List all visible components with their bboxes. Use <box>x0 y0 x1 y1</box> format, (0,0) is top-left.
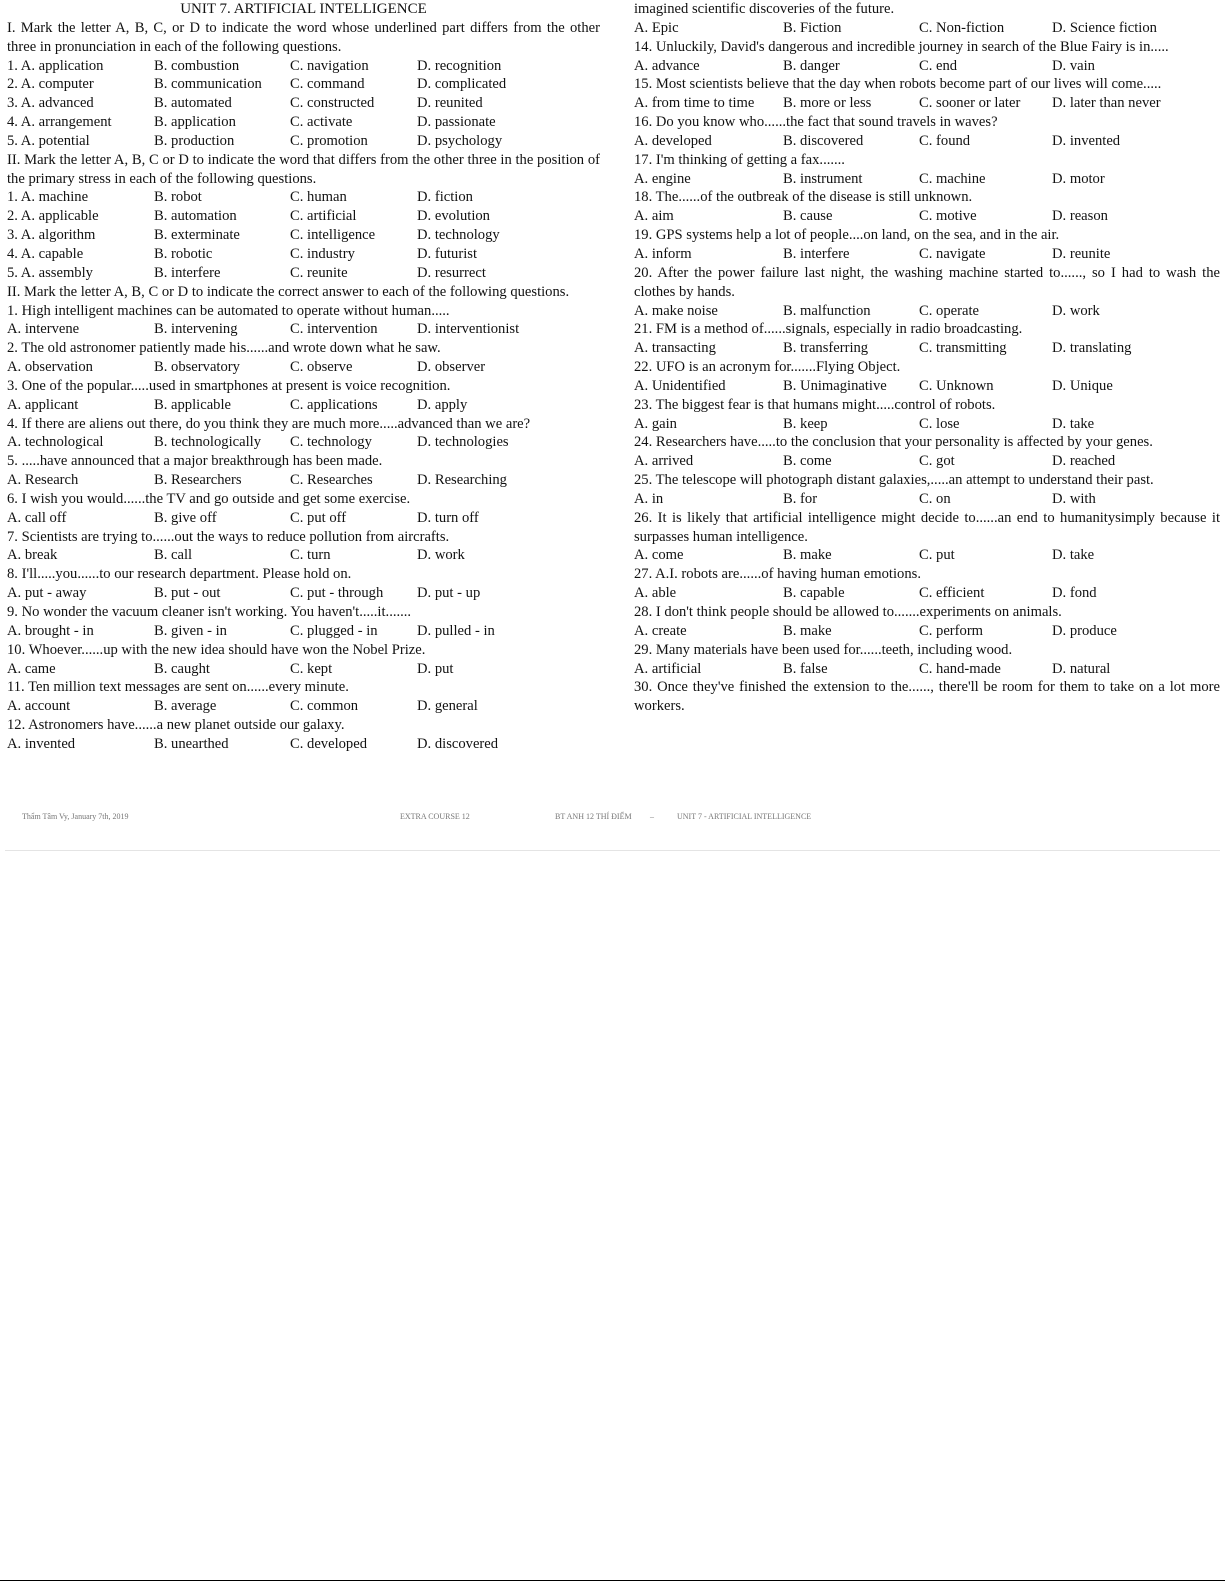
bottom-border <box>0 1580 1225 1581</box>
answer-option: A. advance <box>634 57 700 74</box>
answer-option: 3. A. algorithm <box>7 227 96 244</box>
question-text: 1. High intelligent machines can be automated to operate without human..... <box>7 302 450 319</box>
options-row <box>634 546 1220 565</box>
question-text: 9. No wonder the vacuum cleaner isn't working. You haven't.....it....... <box>7 604 412 620</box>
options-row <box>7 358 600 377</box>
options-row <box>634 584 1220 603</box>
options-row <box>634 302 1220 321</box>
answer-option: B. exterminate <box>154 227 240 244</box>
answer-option: C. put <box>919 547 955 564</box>
answer-option: A. came <box>7 660 56 677</box>
answer-option: B. automated <box>154 95 232 112</box>
options-row <box>7 660 600 679</box>
options-row <box>7 396 600 415</box>
answer-option: D. Science fiction <box>1052 19 1157 36</box>
answer-option: B. observatory <box>154 359 240 376</box>
question-text: 24. Researchers have.....to the conclusion that your personality is affected by your genes. <box>634 434 1153 451</box>
question-text: 22. UFO is an acronym for.......Flying Object. <box>634 359 901 376</box>
question-text: 12. Astronomers have......a new planet outside our galaxy. <box>7 717 345 734</box>
question-text: 30. Once they've finished the extension to the......, there'll be room for them to take on a lot more workers. <box>634 679 1220 715</box>
page-footer <box>0 812 1225 828</box>
options-row <box>7 226 600 245</box>
answer-option: C. reunite <box>290 264 348 281</box>
answer-option: B. production <box>154 132 235 149</box>
answer-option: D. reunited <box>417 95 483 112</box>
answer-option: A. engine <box>634 170 691 187</box>
options-row <box>634 622 1220 641</box>
answer-option: B. make <box>783 622 832 639</box>
footer-author: Thẩm Tâm Vy, January 7th, 2019 <box>22 812 129 821</box>
question-text: 4. If there are aliens out there, do you think they are much more.....advanced than we are? <box>7 415 531 432</box>
left-lines <box>7 19 600 754</box>
options-row <box>634 132 1220 151</box>
answer-option: B. keep <box>783 415 828 432</box>
answer-option: A. able <box>634 585 677 602</box>
answer-option: D. complicated <box>417 76 507 93</box>
question-text: 26. It is likely that artificial intelligence might decide to......an end to humanitysimply because it surpasses human intelligence. <box>634 509 1220 545</box>
options-row <box>7 735 600 754</box>
answer-option: C. industry <box>290 245 355 262</box>
options-row <box>634 245 1220 264</box>
answer-option: D. reason <box>1052 208 1108 225</box>
question-text: imagined scientific discoveries of the future. <box>634 1 895 17</box>
answer-option: A. observation <box>7 359 93 376</box>
answer-option: C. Non-fiction <box>919 19 1005 36</box>
page-separator <box>5 850 1220 851</box>
question-text: 28. I don't think people should be allowed to.......experiments on animals. <box>634 604 1062 620</box>
options-row <box>7 622 600 641</box>
options-row <box>7 113 600 132</box>
answer-option: 1. A. machine <box>7 189 89 206</box>
right-lines <box>634 0 1220 716</box>
footer-course: EXTRA COURSE 12 <box>400 812 470 821</box>
answer-option: A. in <box>634 490 664 507</box>
answer-option: D. natural <box>1052 660 1111 677</box>
answer-option: A. invented <box>7 735 76 752</box>
answer-option: B. come <box>783 453 832 470</box>
options-row <box>634 94 1220 113</box>
question-text: 15. Most scientists believe that the day when robots become part of our lives will come..... <box>634 76 1162 93</box>
answer-option: C. intervention <box>290 321 378 338</box>
question-text: 23. The biggest fear is that humans might.....control of robots. <box>634 396 996 413</box>
question-text: 3. One of the popular.....used in smartphones at present is voice recognition. <box>7 377 451 394</box>
answer-option: B. more or less <box>783 95 872 112</box>
answer-option: B. call <box>154 547 193 564</box>
options-row <box>634 57 1220 76</box>
answer-option: D. discovered <box>417 735 499 752</box>
answer-option: B. robotic <box>154 245 213 262</box>
answer-option: D. vain <box>1052 57 1095 74</box>
answer-option: A. Research <box>7 472 79 489</box>
answer-option: D. later than never <box>1052 95 1161 112</box>
answer-option: B. false <box>783 660 828 677</box>
answer-option: A. break <box>7 547 58 564</box>
answer-option: C. technology <box>290 434 372 451</box>
options-row <box>634 452 1220 471</box>
answer-option: D. put <box>417 660 454 677</box>
answer-option: B. give off <box>154 509 217 526</box>
answer-option: D. recognition <box>417 57 502 74</box>
answer-option: B. given - in <box>154 622 227 639</box>
answer-option: B. caught <box>154 660 210 677</box>
answer-option: C. command <box>290 76 365 93</box>
answer-option: B. application <box>154 114 236 131</box>
answer-option: D. general <box>417 698 478 715</box>
answer-option: B. discovered <box>783 132 864 149</box>
answer-option: D. translating <box>1052 340 1132 357</box>
question-text: 18. The......of the outbreak of the disease is still unknown. <box>634 189 973 206</box>
question-text: 17. I'm thinking of getting a fax....... <box>634 151 845 168</box>
question-text: 5. .....have announced that a major breakthrough has been made. <box>7 453 383 470</box>
question-text: 29. Many materials have been used for......teeth, including wood. <box>634 641 1013 658</box>
options-row <box>7 509 600 528</box>
answer-option: D. reached <box>1052 453 1116 470</box>
answer-option: A. artificial <box>634 660 702 677</box>
answer-option: D. put - up <box>417 585 481 602</box>
answer-option: C. common <box>290 698 359 715</box>
page-title: UNIT 7. ARTIFICIAL INTELLIGENCE <box>180 1 427 17</box>
answer-option: B. danger <box>783 57 840 74</box>
left-column <box>7 0 600 754</box>
answer-option: D. resurrect <box>417 264 486 281</box>
answer-option: D. futurist <box>417 245 477 262</box>
answer-option: C. Researches <box>290 472 373 489</box>
answer-option: B. Fiction <box>783 19 842 36</box>
answer-option: D. technology <box>417 227 500 244</box>
answer-option: C. found <box>919 132 971 149</box>
answer-option: C. observe <box>290 359 353 376</box>
answer-option: B. unearthed <box>154 735 229 752</box>
answer-option: C. turn <box>290 547 331 564</box>
answer-option: D. technologies <box>417 434 509 451</box>
answer-option: 2. A. computer <box>7 76 94 93</box>
footer-unit: UNIT 7 - ARTIFICIAL INTELLIGENCE <box>677 812 812 821</box>
answer-option: D. work <box>417 547 465 564</box>
answer-option: B. make <box>783 547 832 564</box>
answer-option: A. developed <box>634 132 712 149</box>
answer-option: D. fond <box>1052 585 1097 602</box>
answer-option: B. Unimaginative <box>783 377 887 394</box>
options-row <box>634 207 1220 226</box>
answer-option: C. lose <box>919 415 960 432</box>
answer-option: D. Researching <box>417 472 507 489</box>
answer-option: C. efficient <box>919 585 985 602</box>
answer-option: A. transacting <box>634 340 716 357</box>
answer-option: A. gain <box>634 415 677 432</box>
answer-option: A. applicant <box>7 396 79 413</box>
answer-option: D. psychology <box>417 132 503 149</box>
answer-option: A. make noise <box>634 302 718 319</box>
answer-option: A. Epic <box>634 19 679 36</box>
answer-option: A. Unidentified <box>634 377 726 394</box>
answer-option: B. average <box>154 698 217 715</box>
options-row <box>7 546 600 565</box>
question-text: 2. The old astronomer patiently made his......and wrote down what he saw. <box>7 340 441 357</box>
answer-option: A. inform <box>634 245 692 262</box>
answer-option: A. aim <box>634 208 674 225</box>
options-row <box>7 94 600 113</box>
answer-option: C. kept <box>290 660 333 677</box>
options-row <box>634 170 1220 189</box>
section-instruction: I. Mark the letter A, B, C, or D to indicate the word whose underlined part differs from the other three in pronunciation in each of the following questions. <box>7 19 600 55</box>
answer-option: C. hand-made <box>919 660 1001 677</box>
question-text: 21. FM is a method of......signals, especially in radio broadcasting. <box>634 321 1023 338</box>
answer-option: C. got <box>919 453 955 470</box>
answer-option: B. combustion <box>154 57 240 74</box>
answer-option: B. Researchers <box>154 472 242 489</box>
answer-option: C. motive <box>919 208 977 225</box>
answer-option: D. pulled - in <box>417 622 495 639</box>
answer-option: D. fiction <box>417 189 473 206</box>
answer-option: B. transferring <box>783 340 869 357</box>
answer-option: B. put - out <box>154 585 221 602</box>
answer-option: C. perform <box>919 622 984 639</box>
answer-option: C. machine <box>919 170 986 187</box>
answer-option: B. for <box>783 490 818 507</box>
options-row <box>7 188 600 207</box>
answer-option: C. put - through <box>290 585 384 602</box>
answer-option: B. robot <box>154 189 202 206</box>
options-row <box>7 75 600 94</box>
answer-option: D. Unique <box>1052 377 1113 394</box>
options-row <box>7 132 600 151</box>
answer-option: B. malfunction <box>783 302 871 319</box>
answer-option: 4. A. capable <box>7 245 84 262</box>
question-text: 14. Unluckily, David's dangerous and incredible journey in search of the Blue Fairy is in..... <box>634 38 1169 55</box>
options-row <box>7 471 600 490</box>
answer-option: A. call off <box>7 509 67 526</box>
answer-option: 5. A. potential <box>7 132 90 149</box>
options-row <box>7 245 600 264</box>
answer-option: D. passionate <box>417 114 496 131</box>
answer-option: B. capable <box>783 585 845 602</box>
answer-option: D. take <box>1052 547 1095 564</box>
answer-option: A. intervene <box>7 321 80 338</box>
answer-option: D. with <box>1052 490 1096 507</box>
answer-option: C. promotion <box>290 132 368 149</box>
options-row <box>7 207 600 226</box>
footer-dash: – <box>650 812 654 821</box>
answer-option: A. account <box>7 698 71 715</box>
question-text: 19. GPS systems help a lot of people....on land, on the sea, and in the air. <box>634 227 1060 244</box>
answer-option: D. apply <box>417 396 468 413</box>
answer-option: C. navigation <box>290 57 369 74</box>
options-row <box>634 339 1220 358</box>
question-text: 25. The telescope will photograph distant galaxies,.....an attempt to understand their past. <box>634 472 1154 489</box>
answer-option: B. interfere <box>783 245 850 262</box>
options-row <box>7 57 600 76</box>
right-column <box>634 0 1220 716</box>
question-text: 10. Whoever......up with the new idea should have won the Nobel Prize. <box>7 641 426 658</box>
answer-option: B. instrument <box>783 170 863 187</box>
answer-option: C. end <box>919 57 958 74</box>
answer-option: C. constructed <box>290 95 375 112</box>
answer-option: 5. A. assembly <box>7 264 93 281</box>
options-row <box>7 320 600 339</box>
answer-option: A. create <box>634 622 687 639</box>
footer-book: BT ANH 12 THÍ ĐIỂM <box>555 812 632 821</box>
answer-option: D. produce <box>1052 622 1117 639</box>
answer-option: A. technological <box>7 434 104 451</box>
answer-option: B. automation <box>154 208 237 225</box>
question-text: 11. Ten million text messages are sent on......every minute. <box>7 679 349 696</box>
question-text: 16. Do you know who......the fact that sound travels in waves? <box>634 114 998 131</box>
options-row <box>634 490 1220 509</box>
answer-option: C. plugged - in <box>290 622 378 639</box>
answer-option: A. arrived <box>634 453 694 470</box>
answer-option: C. intelligence <box>290 227 376 244</box>
answer-option: A. come <box>634 547 684 564</box>
question-text: 8. I'll.....you......to our research department. Please hold on. <box>7 566 352 583</box>
answer-option: C. put off <box>290 509 347 526</box>
options-row <box>634 415 1220 434</box>
answer-option: B. applicable <box>154 396 231 413</box>
section-instruction: II. Mark the letter A, B, C or D to indicate the correct answer to each of the following questions. <box>7 283 570 300</box>
question-text: 27. A.I. robots are......of having human emotions. <box>634 566 921 583</box>
answer-option: D. reunite <box>1052 245 1111 262</box>
answer-option: C. applications <box>290 396 378 413</box>
answer-option: C. artificial <box>290 208 357 225</box>
answer-option: C. transmitting <box>919 340 1007 357</box>
answer-option: D. turn off <box>417 509 479 526</box>
answer-option: 3. A. advanced <box>7 95 94 112</box>
answer-option: B. cause <box>783 208 833 225</box>
question-text: 20. After the power failure last night, the washing machine started to......, so I had to wash the clothes by hands. <box>634 264 1220 300</box>
section-instruction: II. Mark the letter A, B, C or D to indicate the word that differs from the other three in the position of the primary stress in each of the following questions. <box>7 151 600 187</box>
answer-option: D. work <box>1052 302 1100 319</box>
options-row <box>634 660 1220 679</box>
answer-option: D. interventionist <box>417 321 520 338</box>
question-text: 6. I wish you would......the TV and go outside and get some exercise. <box>7 490 411 507</box>
answer-option: D. motor <box>1052 170 1105 187</box>
answer-option: B. technologically <box>154 434 261 451</box>
answer-option: B. interfere <box>154 264 221 281</box>
answer-option: 2. A. applicable <box>7 208 99 225</box>
answer-option: B. communication <box>154 76 262 93</box>
answer-option: D. evolution <box>417 208 490 225</box>
answer-option: C. operate <box>919 302 979 319</box>
answer-option: 4. A. arrangement <box>7 114 112 131</box>
options-row <box>634 19 1220 38</box>
answer-option: C. on <box>919 490 951 507</box>
answer-option: D. invented <box>1052 132 1121 149</box>
answer-option: C. sooner or later <box>919 95 1021 112</box>
options-row <box>7 697 600 716</box>
answer-option: C. activate <box>290 114 353 131</box>
answer-option: A. brought - in <box>7 622 94 639</box>
options-row <box>7 584 600 603</box>
answer-option: D. take <box>1052 415 1095 432</box>
answer-option: C. navigate <box>919 245 986 262</box>
answer-option: C. Unknown <box>919 377 994 394</box>
answer-option: 1. A. application <box>7 57 104 74</box>
options-row <box>7 264 600 283</box>
answer-option: B. intervening <box>154 321 238 338</box>
answer-option: A. from time to time <box>634 95 755 112</box>
answer-option: D. observer <box>417 359 486 376</box>
options-row <box>634 377 1220 396</box>
question-text: 7. Scientists are trying to......out the ways to reduce pollution from aircrafts. <box>7 528 450 545</box>
answer-option: A. put - away <box>7 585 87 602</box>
options-row <box>7 433 600 452</box>
answer-option: C. developed <box>290 735 368 752</box>
answer-option: C. human <box>290 189 347 206</box>
